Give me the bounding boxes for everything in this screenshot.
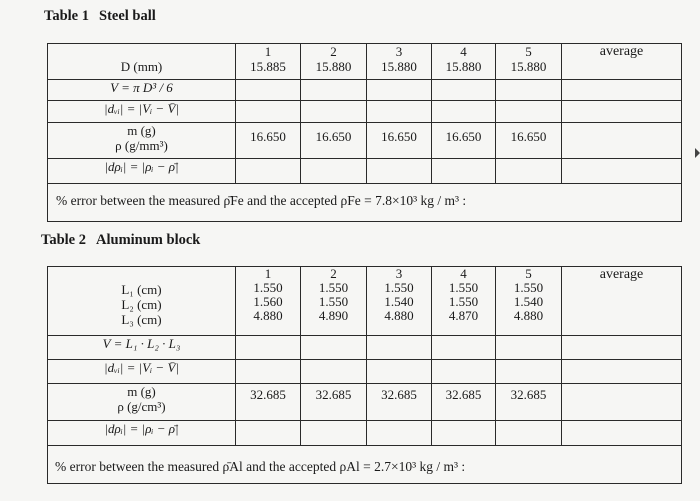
l1-value: 1.550 <box>253 280 283 295</box>
empty-cell <box>367 336 432 360</box>
trial-header: 4 <box>460 44 467 59</box>
empty-cell <box>496 336 562 360</box>
table2-trial-cell <box>432 267 496 336</box>
table2-trial-cell <box>367 267 432 336</box>
mass-value: 32.685 <box>301 384 367 421</box>
table2-volume-row <box>48 336 682 360</box>
l3-value: 4.880 <box>384 308 414 323</box>
row-label-d: D (mm) <box>120 59 163 74</box>
table1-caption <box>44 8 156 25</box>
empty-cell <box>496 159 562 184</box>
trial-header: 3 <box>395 266 403 281</box>
page-edge-arrow-icon <box>695 148 700 158</box>
table2-trial-cell <box>496 267 562 336</box>
mass-value: 32.685 <box>496 384 562 421</box>
table2-caption-number: Table 2 <box>41 232 86 248</box>
empty-cell <box>562 384 682 421</box>
table2-caption <box>41 232 200 249</box>
mass-value: 16.650 <box>301 123 367 159</box>
average-header: average <box>599 44 644 59</box>
average-header: average <box>599 267 644 282</box>
empty-cell <box>432 159 496 184</box>
empty-cell <box>562 159 682 184</box>
trial-header: 4 <box>460 266 467 281</box>
row-label-density-deviation: |dρᵢ| = |ρᵢ − ρ̄| <box>48 159 236 184</box>
table1-label-cell <box>48 44 236 80</box>
empty-cell <box>496 421 562 446</box>
empty-cell <box>432 360 496 384</box>
table1-volume-row <box>48 80 682 101</box>
trial-header: 5 <box>525 266 532 281</box>
row-label-density: ρ (g/cm³) <box>117 399 166 414</box>
d-value: 15.885 <box>250 59 286 74</box>
table1-caption-number: Table 1 <box>44 8 89 24</box>
row-label-density: ρ (g/mm³) <box>115 138 168 153</box>
table1-trial-cell <box>301 44 367 80</box>
row-label-volume-deviation: |dᵥᵢ| = |Vᵢ − V̄| <box>48 360 236 384</box>
table1-label-cell <box>48 123 236 159</box>
l2-value: 1.550 <box>448 294 479 309</box>
empty-cell <box>562 123 682 159</box>
empty-cell <box>301 336 367 360</box>
row-label-density-deviation: |dρᵢ| = |ρᵢ − ρ̄| <box>48 421 236 446</box>
empty-cell <box>367 421 432 446</box>
table1-density-deviation-row <box>48 159 682 184</box>
empty-cell <box>301 159 367 184</box>
d-value: 15.880 <box>510 59 547 74</box>
row-label-mass: m (g) <box>127 123 156 138</box>
l1-value: 1.550 <box>448 280 479 295</box>
table1-percent-error: % error between the measured ρ̄Fe and the accepted ρFe = 7.8×10³ kg / m³ : <box>56 193 467 208</box>
empty-cell <box>301 80 367 101</box>
mass-value: 16.650 <box>432 123 496 159</box>
l3-value: 4.870 <box>448 308 479 323</box>
empty-cell <box>562 360 682 384</box>
empty-cell <box>236 80 301 101</box>
empty-cell <box>496 360 562 384</box>
l2-value: 1.540 <box>513 294 544 309</box>
empty-cell <box>367 360 432 384</box>
table1-header-row <box>48 44 682 80</box>
mass-value: 16.650 <box>496 123 562 159</box>
empty-cell <box>432 80 496 101</box>
row-label-mass: m (g) <box>127 384 156 399</box>
table2-label-cell <box>48 267 236 336</box>
row-label-l3: L₃ (cm) <box>121 312 162 327</box>
table2-volume-deviation-row <box>48 360 682 384</box>
table2-average-cell <box>562 267 682 336</box>
l1-value: 1.550 <box>384 280 414 295</box>
empty-cell <box>496 101 562 123</box>
table2-header-row <box>48 267 682 336</box>
l3-value: 4.890 <box>318 308 349 323</box>
table1-average-cell <box>562 44 682 80</box>
table1-trial-cell <box>367 44 432 80</box>
table1-volume-deviation-row <box>48 101 682 123</box>
empty-cell <box>236 159 301 184</box>
l2-value: 1.540 <box>384 294 414 309</box>
empty-cell <box>301 421 367 446</box>
empty-cell <box>367 159 432 184</box>
row-label-volume: V = L₁ · L₂ · L₃ <box>48 336 236 360</box>
empty-cell <box>236 360 301 384</box>
empty-cell <box>236 101 301 123</box>
trial-header: 1 <box>264 44 272 59</box>
table1-trial-cell <box>236 44 301 80</box>
d-value: 15.880 <box>315 59 352 74</box>
table1-mass-density-row <box>48 123 682 159</box>
row-label-l2: L₂ (cm) <box>121 297 162 312</box>
empty-cell <box>562 80 682 101</box>
mass-value: 32.685 <box>236 384 301 421</box>
table2-trial-cell <box>301 267 367 336</box>
empty-cell <box>496 80 562 101</box>
l2-value: 1.560 <box>253 294 283 309</box>
trial-header: 2 <box>330 266 337 281</box>
l3-value: 4.880 <box>253 308 283 323</box>
empty-cell <box>301 101 367 123</box>
empty-cell <box>236 336 301 360</box>
table1-trial-cell <box>496 44 562 80</box>
trial-header: 2 <box>330 44 337 59</box>
empty-cell <box>562 336 682 360</box>
table2-label-cell <box>48 384 236 421</box>
l3-value: 4.880 <box>513 308 544 323</box>
table1-caption-name: Steel ball <box>99 8 156 24</box>
empty-cell <box>236 421 301 446</box>
row-label-volume-deviation: |dᵥᵢ| = |Vᵢ − V̄| <box>48 101 236 123</box>
l1-value: 1.550 <box>318 280 349 295</box>
mass-value: 32.685 <box>367 384 432 421</box>
l1-value: 1.550 <box>513 280 544 295</box>
empty-cell <box>562 101 682 123</box>
empty-cell <box>432 101 496 123</box>
empty-cell <box>562 421 682 446</box>
empty-cell <box>367 101 432 123</box>
mass-value: 32.685 <box>432 384 496 421</box>
d-value: 15.880 <box>445 59 482 74</box>
table2-trial-cell <box>236 267 301 336</box>
trial-header: 5 <box>525 44 532 59</box>
table2-density-deviation-row <box>48 421 682 446</box>
trial-header: 3 <box>395 44 403 59</box>
aluminum-block-table <box>47 266 682 484</box>
mass-value: 16.650 <box>367 123 432 159</box>
row-label-volume: V = π D³ / 6 <box>48 80 236 101</box>
trial-header: 1 <box>264 266 272 281</box>
table2-mass-density-row <box>48 384 682 421</box>
l2-value: 1.550 <box>318 294 349 309</box>
empty-cell <box>367 80 432 101</box>
empty-cell <box>432 336 496 360</box>
row-label-l1: L₁ (cm) <box>121 282 162 297</box>
d-value: 15.880 <box>381 59 417 74</box>
table1-trial-cell <box>432 44 496 80</box>
table2-caption-name: Aluminum block <box>96 232 201 248</box>
table2-percent-error: % error between the measured ρ̄Al and the accepted ρAl = 2.7×10³ kg / m³ : <box>55 459 466 474</box>
empty-cell <box>432 421 496 446</box>
empty-cell <box>301 360 367 384</box>
mass-value: 16.650 <box>236 123 301 159</box>
